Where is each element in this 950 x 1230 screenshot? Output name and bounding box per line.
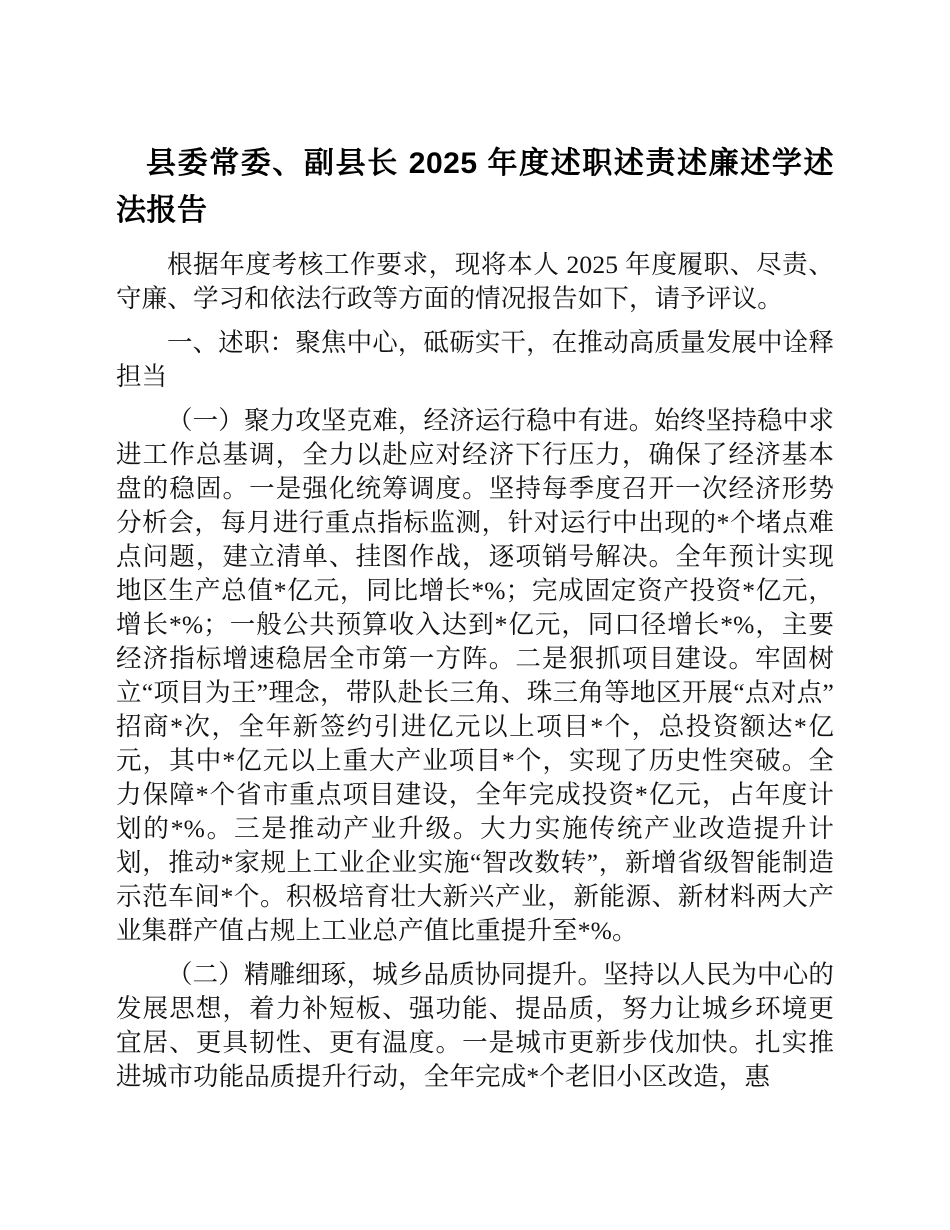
intro-paragraph: 根据年度考核工作要求，现将本人 2025 年度履职、尽责、守廉、学习和依法行政等方面的情况报告如下，请予评议。 — [116, 250, 834, 313]
document-body — [116, 140, 834, 1094]
paragraph-1-1: （一）聚力攻坚克难，经济运行稳中有进。始终坚持稳中求进工作总基调，全力以赴应对经济下行压力，确保了经济基本盘的稳固。一是强化统筹调度。坚持每季度召开一次经济形势分析会，每月进行重点指标监测，针对运行中出现的*个堵点难点问题，建立清单、挂图作战，逐项销号解决。全年预计实现地区生产总值*亿元，同比增长*%；完成固定资产投资*亿元，增长*%；一般公共预算收入达到*亿元，同口径增长*%，主要经济指标增速稳居全市第一方阵。二是狠抓项目建设。牢固树立“项目为王”理念，带队赴长三角、珠三角等地区开展“点对点”招商*次，全年新签约引进亿元以上项目*个，总投资额达*亿元，其中*亿元以上重大产业项目*个，实现了历史性突破。全力保障*个省市重点项目建设，全年完成投资*亿元，占年度计划的*%。三是推动产业升级。大力实施传统产业改造提升计划，推动*家规上工业企业实施“智改数转”，新增省级智能制造示范车间*个。积极培育壮大新兴产业，新能源、新材料两大产业集群产值占规上工业总产值比重提升至*%。 — [116, 406, 834, 945]
section-heading-1: 一、述职：聚焦中心，砥砺实干，在推动高质量发展中诠释担当 — [116, 328, 834, 391]
paragraph-1-2: （二）精雕细琢，城乡品质协同提升。坚持以人民为中心的发展思想，着力补短板、强功能、提品质，努力让城乡环境更宜居、更具韧性、更有温度。一是城市更新步伐加快。扎实推进城市功能品质提升行动，全年完成*个老旧小区改造，惠 — [116, 960, 834, 1091]
page-title: 县委常委、副县长 2025 年度述职述责述廉述学述法报告 — [116, 147, 834, 227]
